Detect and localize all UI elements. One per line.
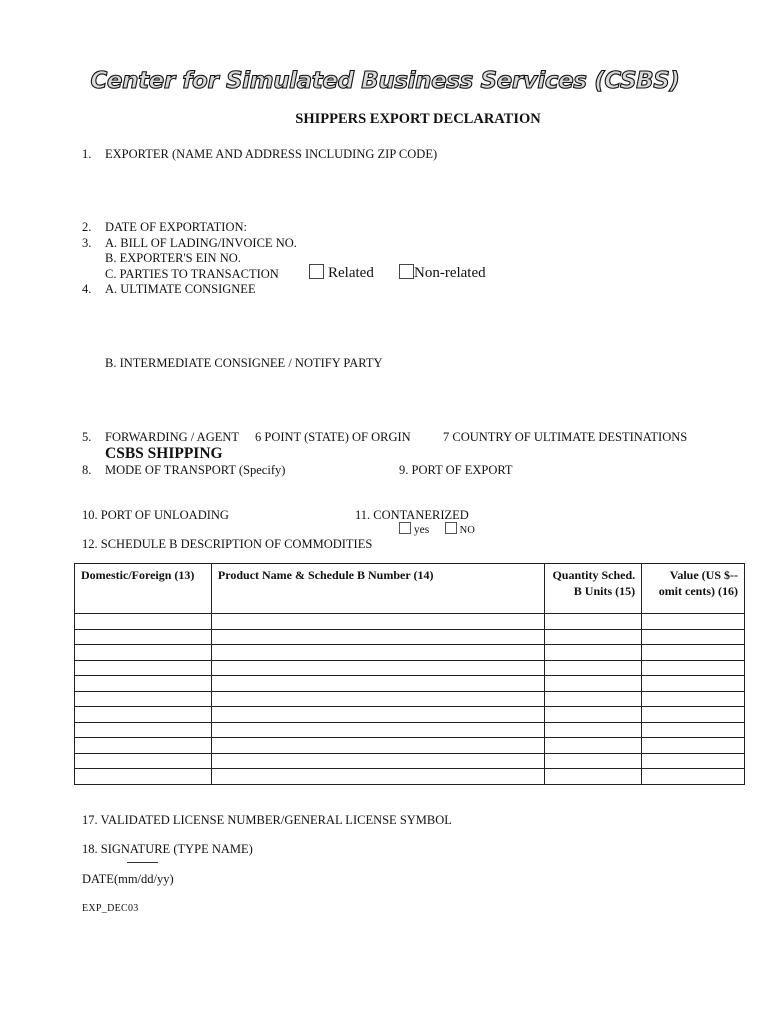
table-row (75, 722, 745, 738)
table-cell[interactable] (211, 769, 544, 785)
table-cell[interactable] (75, 645, 212, 661)
table-cell[interactable] (211, 738, 544, 754)
table-row (75, 753, 745, 769)
organization-title: Center for Simulated Business Services (CSBS) (90, 68, 680, 94)
table-cell[interactable] (642, 691, 745, 707)
table-cell[interactable] (642, 645, 745, 661)
table-cell[interactable] (642, 614, 745, 630)
field-10-label: 10. PORT OF UNLOADING (82, 508, 229, 522)
table-cell[interactable] (75, 707, 212, 723)
field-5-label: FORWARDING / AGENT (105, 430, 240, 444)
table-cell[interactable] (211, 676, 544, 692)
table-row (75, 629, 745, 645)
field-4-number: 4. (82, 282, 92, 296)
commodities-table (74, 563, 745, 785)
table-cell[interactable] (75, 676, 212, 692)
field-1-label: EXPORTER (NAME AND ADDRESS INCLUDING ZIP CODE) (105, 147, 438, 161)
table-row (75, 769, 745, 785)
table-row (75, 707, 745, 723)
field-8-label: MODE OF TRANSPORT (Specify) (105, 463, 286, 477)
date-label: DATE(mm/dd/yy) (82, 872, 174, 886)
table-cell[interactable] (545, 660, 642, 676)
table-cell[interactable] (642, 629, 745, 645)
header-quantity: Quantity Sched. B Units (15) (545, 564, 642, 614)
related-checkbox[interactable] (309, 264, 324, 279)
table-cell[interactable] (211, 691, 544, 707)
table-cell[interactable] (545, 645, 642, 661)
nonrelated-label: Non-related (414, 265, 486, 281)
signature-line (127, 862, 158, 863)
field-11-label: 11. CONTANERIZED (355, 508, 469, 522)
forwarding-agent-value: CSBS SHIPPING (105, 445, 223, 462)
form-title: SHIPPERS EXPORT DECLARATION (295, 111, 541, 127)
containerized-yes-checkbox[interactable] (399, 522, 411, 534)
field-7-label: 7 COUNTRY OF ULTIMATE DESTINATIONS (443, 430, 688, 444)
nonrelated-option[interactable] (399, 264, 486, 282)
field-3c-label: C. PARTIES TO TRANSACTION (105, 267, 279, 281)
table-cell[interactable] (75, 691, 212, 707)
field-3a-label: A. BILL OF LADING/INVOICE NO. (105, 236, 297, 250)
table-cell[interactable] (75, 629, 212, 645)
table-cell[interactable] (75, 753, 212, 769)
table-row (75, 645, 745, 661)
field-5-number: 5. (82, 430, 92, 444)
field-3b-label: B. EXPORTER'S EIN NO. (105, 251, 241, 265)
header-value: Value (US $--omit cents) (16) (642, 564, 745, 614)
table-cell[interactable] (642, 722, 745, 738)
header-domestic-foreign: Domestic/Foreign (13) (75, 564, 212, 614)
table-row (75, 614, 745, 630)
table-cell[interactable] (545, 769, 642, 785)
containerized-no-label: NO (459, 525, 475, 536)
table-header-row (75, 564, 745, 614)
table-cell[interactable] (642, 769, 745, 785)
field-4b-label: B. INTERMEDIATE CONSIGNEE / NOTIFY PARTY (105, 356, 383, 370)
table-cell[interactable] (642, 753, 745, 769)
table-cell[interactable] (211, 614, 544, 630)
table-cell[interactable] (642, 707, 745, 723)
field-12-label: 12. SCHEDULE B DESCRIPTION OF COMMODITIES (82, 537, 373, 551)
table-cell[interactable] (211, 707, 544, 723)
related-option[interactable] (309, 264, 374, 282)
table-cell[interactable] (545, 691, 642, 707)
field-17-label: 17. VALIDATED LICENSE NUMBER/GENERAL LICENSE SYMBOL (82, 813, 452, 827)
table-cell[interactable] (545, 614, 642, 630)
table-cell[interactable] (211, 660, 544, 676)
table-cell[interactable] (545, 722, 642, 738)
table-cell[interactable] (642, 676, 745, 692)
table-cell[interactable] (211, 753, 544, 769)
field-8-number: 8. (82, 463, 92, 477)
containerized-no-option[interactable] (445, 522, 475, 536)
table-cell[interactable] (545, 753, 642, 769)
nonrelated-checkbox[interactable] (399, 264, 414, 279)
field-1-number: 1. (82, 147, 92, 161)
table-row (75, 738, 745, 754)
table-cell[interactable] (75, 614, 212, 630)
table-cell[interactable] (642, 660, 745, 676)
form-code: EXP_DEC03 (82, 903, 139, 914)
table-cell[interactable] (545, 629, 642, 645)
containerized-yes-label: yes (413, 524, 430, 536)
table-cell[interactable] (75, 722, 212, 738)
table-body (75, 614, 745, 785)
table-cell[interactable] (75, 769, 212, 785)
table-cell[interactable] (545, 707, 642, 723)
field-3-number: 3. (82, 236, 92, 250)
table-row (75, 691, 745, 707)
table-cell[interactable] (545, 676, 642, 692)
field-2-label: DATE OF EXPORTATION: (105, 220, 247, 234)
containerized-no-checkbox[interactable] (445, 522, 457, 534)
table-cell[interactable] (545, 738, 642, 754)
table-cell[interactable] (211, 629, 544, 645)
table-cell[interactable] (75, 738, 212, 754)
field-9-label: 9. PORT OF EXPORT (399, 463, 513, 477)
table-row (75, 676, 745, 692)
field-6-label: 6 POINT (STATE) OF ORGIN (255, 430, 411, 444)
field-2-number: 2. (82, 220, 92, 234)
table-cell[interactable] (75, 660, 212, 676)
containerized-yes-option[interactable] (399, 522, 429, 536)
table-cell[interactable] (211, 722, 544, 738)
table-cell[interactable] (211, 645, 544, 661)
table-cell[interactable] (642, 738, 745, 754)
field-4a-label: A. ULTIMATE CONSIGNEE (105, 282, 256, 296)
field-18-label: 18. SIGNATURE (TYPE NAME) (82, 842, 253, 856)
related-label: Related (328, 265, 374, 281)
header-product-name: Product Name & Schedule B Number (14) (211, 564, 544, 614)
table-row (75, 660, 745, 676)
